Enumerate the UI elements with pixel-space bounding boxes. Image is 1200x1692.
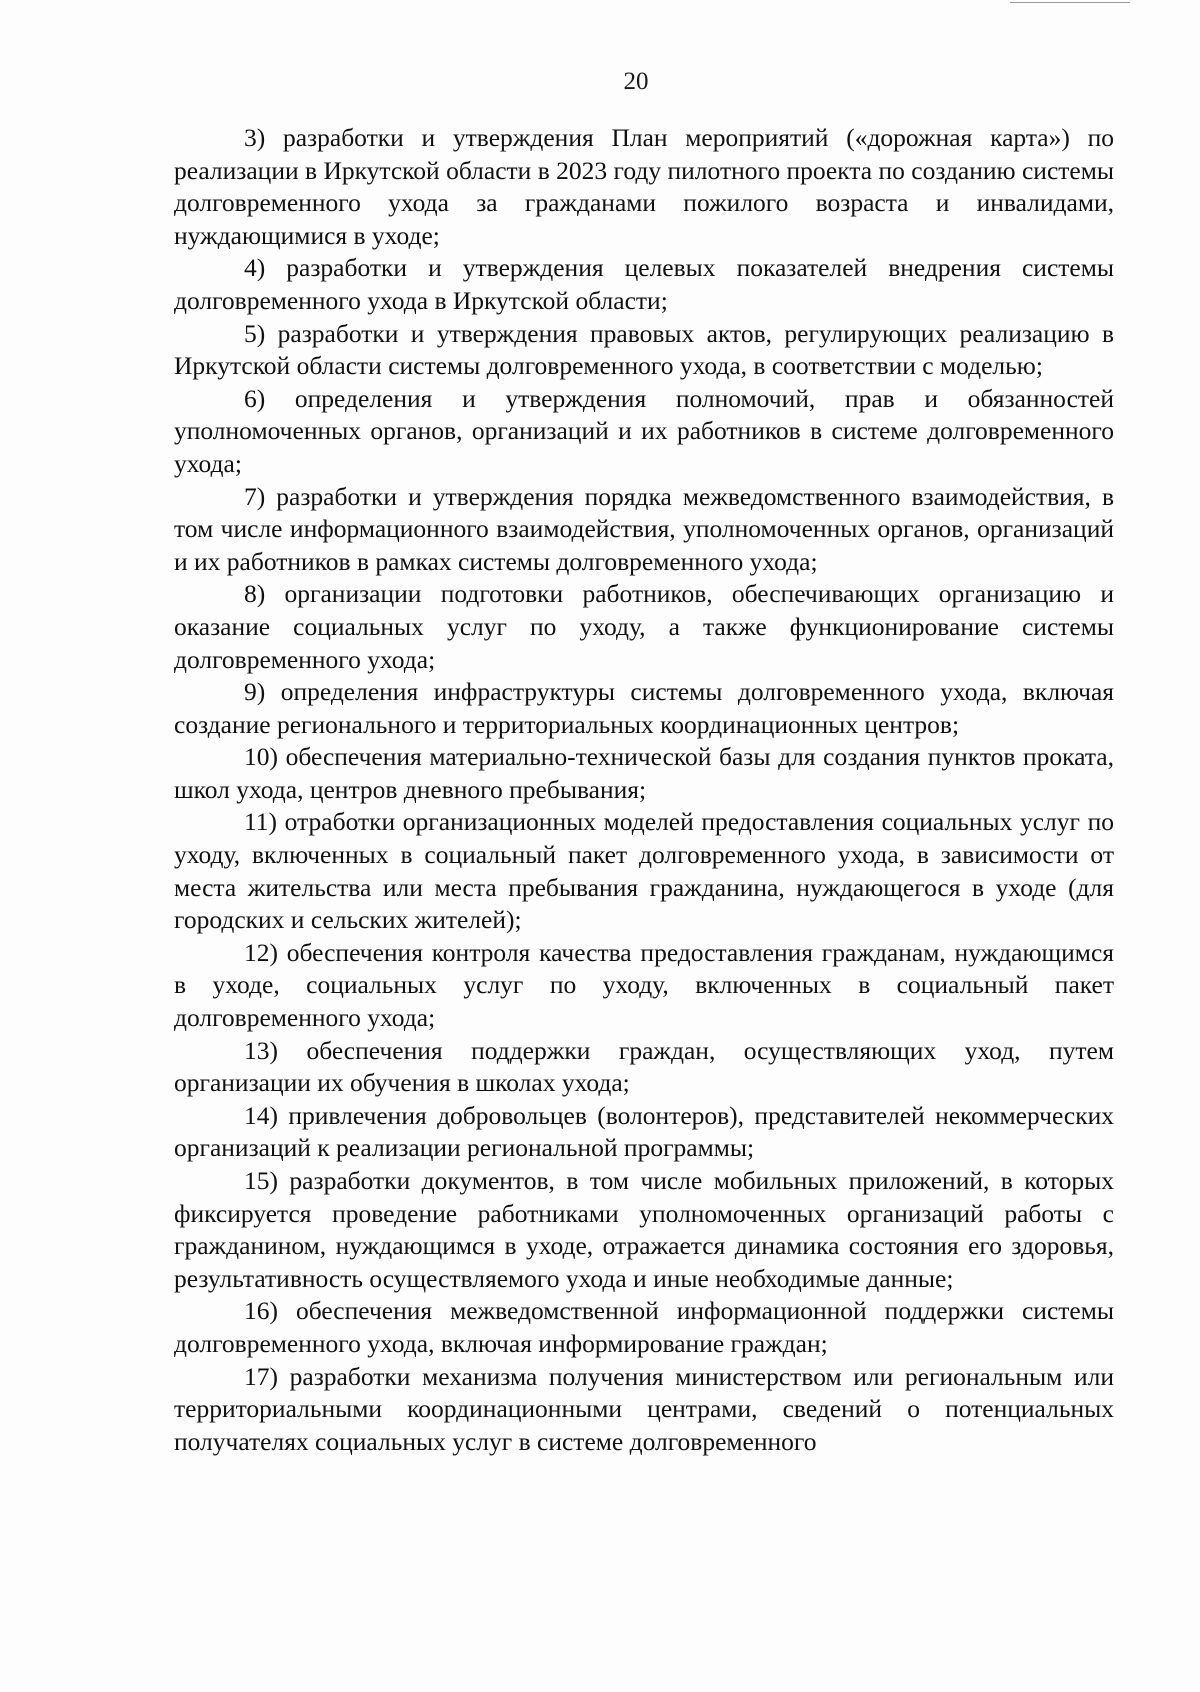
paragraph-item-16: 16) обеспечения межведомственной информационной поддержки системы долговременного ухода, включая информирование граждан; <box>174 1296 1114 1358</box>
scan-edge-line <box>1010 2 1130 3</box>
paragraph-item-14: 14) привлечения добровольцев (волонтеров), представителей некоммерческих организаций к реализации региональной программы; <box>174 1100 1114 1163</box>
paragraph-item-11: 11) отработки организационных моделей предоставления социальных услуг по уходу, включенных в социальный пакет долговременного ухода, в зависимости от места жительства или места пребывания гражданина, нуждающегося в уходе (для городских и сельских жителей); <box>174 807 1114 935</box>
paragraph-item-17: 17) разработки механизма получения министерством или региональным или территориальными координационными центрами, сведений о потенциальных получателях социальных услуг в системе долговременного <box>174 1361 1114 1456</box>
paragraph-item-3: 3) разработки и утверждения План мероприятий («дорожная карта») по реализации в Иркутской области в 2023 году пилотного проекта по созданию системы долговременного ухода за гражданами пожилого возраста и инвалидами, нуждающимися в уходе; <box>174 123 1114 250</box>
paragraph-item-5: 5) разработки и утверждения правовых актов, регулирующих реализацию в Иркутской области системы долговременного ухода, в соответствии с моделью; <box>174 318 1114 381</box>
paragraph-item-7: 7) разработки и утверждения порядка межведомственного взаимодействия, в том числе информационного взаимодействия, уполномоченных органов, организаций и их работников в рамках системы долговременного ухода; <box>174 481 1114 576</box>
paragraph-item-12: 12) обеспечения контроля качества предоставления гражданам, нуждающимся в уходе, социальных услуг по уходу, включенных в социальный пакет долговременного ухода; <box>174 937 1114 1033</box>
page-number: 20 <box>623 68 649 95</box>
paragraph-item-10: 10) обеспечения материально-технической базы для создания пунктов проката, школ ухода, центров дневного пребывания; <box>174 742 1114 804</box>
paragraph-item-15: 15) разработки документов, в том числе мобильных приложений, в которых фиксируется проведение работниками уполномоченных организаций работы с гражданином, нуждающимся в уходе, отражается динамика состояния его здоровья, результативность осуществляемого ухода и иные необходимые данные; <box>174 1166 1114 1293</box>
paragraph-item-8: 8) организации подготовки работников, обеспечивающих организацию и оказание социальных услуг по уходу, а также функционирование системы долговременного ухода; <box>174 579 1114 674</box>
paragraph-item-4: 4) разработки и утверждения целевых показателей внедрения системы долговременного ухода в Иркутской области; <box>174 253 1114 315</box>
document-body <box>174 122 1114 1458</box>
paragraph-item-13: 13) обеспечения поддержки граждан, осуществляющих уход, путем организации их обучения в школах ухода; <box>174 1035 1114 1098</box>
paragraph-item-9: 9) определения инфраструктуры системы долговременного ухода, включая создание регионального и территориальных координационных центров; <box>174 677 1114 739</box>
paragraph-item-6: 6) определения и утверждения полномочий, прав и обязанностей уполномоченных органов, организаций и их работников в системе долговременного ухода; <box>174 383 1114 478</box>
